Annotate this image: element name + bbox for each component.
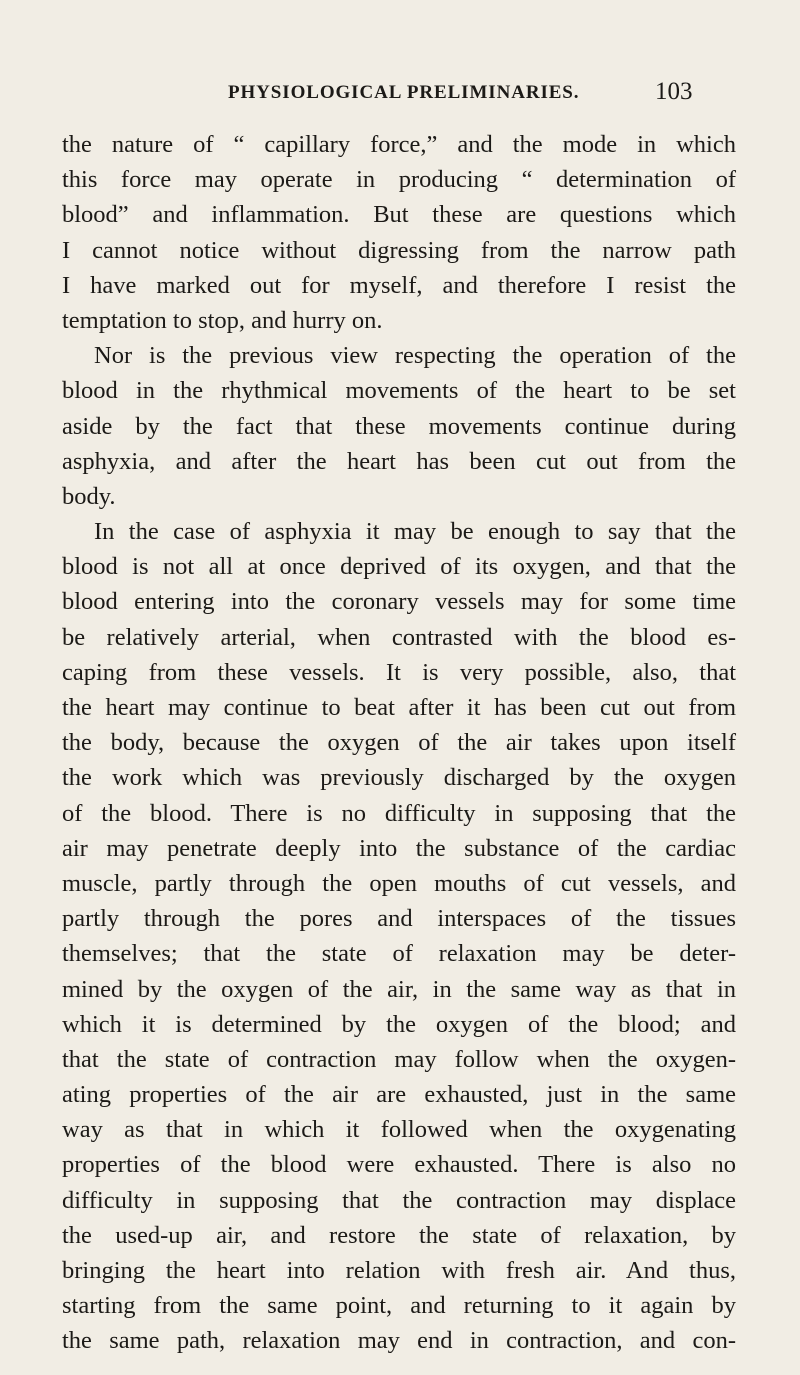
text-line: starting from the same point, and returning to it again by	[62, 1292, 736, 1320]
text-line: the nature of “ capillary force,” and the mode in which	[62, 131, 736, 158]
page-number: 103	[655, 78, 693, 105]
text-line: properties of the blood were exhausted. There is also no	[62, 1151, 736, 1179]
text-line: In the case of asphyxia it may be enough to say that the	[94, 518, 736, 546]
text-line: blood entering into the coronary vessels may for some time	[62, 588, 736, 616]
text-line: temptation to stop, and hurry on.	[62, 306, 383, 334]
text-line: the same path, relaxation may end in contraction, and con-	[62, 1327, 736, 1355]
text-line: mined by the oxygen of the air, in the same way as that in	[62, 975, 736, 1003]
text-line: Nor is the previous view respecting the operation of the	[94, 342, 736, 370]
text-line: bringing the heart into relation with fresh air. And thus,	[62, 1257, 736, 1284]
text-line: of the blood. There is no difficulty in supposing that the	[62, 799, 736, 827]
text-line: aside by the fact that these movements continue during	[62, 412, 736, 440]
text-line: asphyxia, and after the heart has been cut out from the	[62, 447, 736, 475]
text-line: be relatively arterial, when contrasted with the blood es-	[62, 623, 736, 651]
text-line: way as that in which it followed when the oxygenating	[62, 1116, 736, 1144]
text-line: ating properties of the air are exhausted, just in the same	[62, 1081, 736, 1109]
text-line: which it is determined by the oxygen of the blood; and	[62, 1010, 736, 1038]
body-text	[62, 127, 736, 1359]
text-line: the heart may continue to beat after it has been cut out from	[62, 694, 736, 721]
text-line: the work which was previously discharged by the oxygen	[62, 764, 736, 792]
text-line: blood” and inflammation. But these are questions which	[62, 201, 736, 229]
text-line: themselves; that the state of relaxation may be deter-	[62, 940, 736, 968]
text-line: body.	[62, 482, 116, 510]
text-line: blood in the rhythmical movements of the heart to be set	[62, 377, 736, 405]
text-line: blood is not all at once deprived of its oxygen, and that the	[62, 553, 736, 581]
running-title: PHYSIOLOGICAL PRELIMINARIES.	[228, 82, 580, 103]
text-line: I have marked out for myself, and therefore I resist the	[62, 271, 736, 299]
text-line: caping from these vessels. It is very possible, also, that	[62, 658, 736, 686]
running-head	[0, 78, 800, 112]
text-line: that the state of contraction may follow when the oxygen-	[62, 1045, 736, 1073]
text-line: difficulty in supposing that the contraction may displace	[62, 1186, 736, 1214]
text-line: the body, because the oxygen of the air takes upon itself	[62, 729, 736, 757]
text-line: partly through the pores and interspaces of the tissues	[62, 905, 736, 933]
text-line: air may penetrate deeply into the substance of the cardiac	[62, 834, 736, 862]
text-line: this force may operate in producing “ determination of	[62, 166, 736, 194]
text-line: the used-up air, and restore the state of relaxation, by	[62, 1221, 736, 1249]
text-line: muscle, partly through the open mouths of cut vessels, and	[62, 869, 736, 897]
text-line: I cannot notice without digressing from the narrow path	[62, 236, 736, 264]
